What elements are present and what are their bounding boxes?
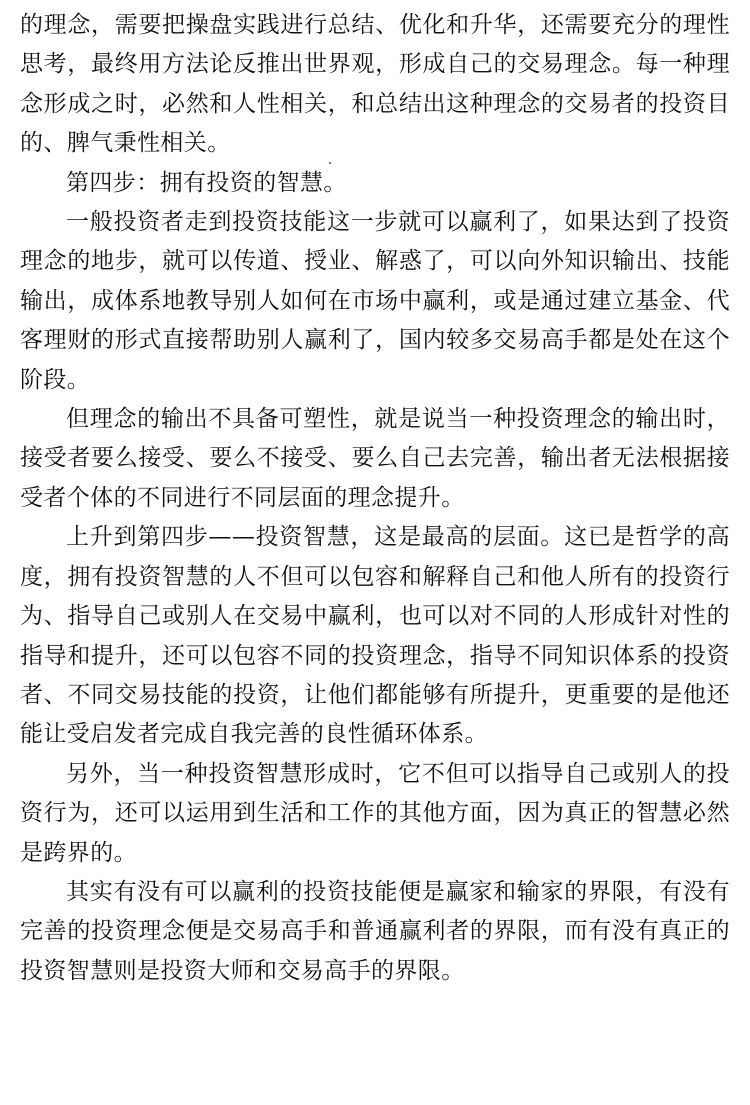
section-heading-step-four: 第四步：拥有投资的智慧。 — [66, 169, 347, 196]
paragraph: 其实有没有可以赢利的投资技能便是赢家和输家的界限，有没有完善的投资理念便是交易高手和普通赢利者的界限，而有没有真正的投资智慧则是投资大师和交易高手的界限。 — [20, 878, 730, 984]
paragraph: 另外，当一种投资智慧形成时，它不但可以指导自己或别人的投资行为，还可以运用到生活和工作的其他方面，因为真正的智慧必然是跨界的。 — [20, 760, 730, 866]
paragraph: 一般投资者走到投资技能这一步就可以赢利了，如果达到了投资理念的地步，就可以传道、授业、解惑了，可以向外知识输出、技能输出，成体系地教导别人如何在市场中赢利，或是通过建立基金、代客理财的形式直接帮助别人赢利了，国内较多交易高手都是处在这个阶段。 — [20, 209, 730, 393]
paragraph-continuation: 的理念，需要把操盘实践进行总结、优化和升华，还需要充分的理性思考，最终用方法论反推出世界观，形成自己的交易理念。每一种理念形成之时，必然和人性相关，和总结出这种理念的交易者的投资目的、脾气秉性相关。 — [20, 12, 730, 157]
scan-speck — [329, 162, 331, 164]
paragraph: 上升到第四步——投资智慧，这是最高的层面。这已是哲学的高度，拥有投资智慧的人不但可以包容和解释自己和他人所有的投资行为、指导自己或别人在交易中赢利，也可以对不同的人形成针对性的指导和提升，还可以包容不同的投资理念，指导不同知识体系的投资者、不同交易技能的投资，让他们都能够有所提升，更重要的是他还能让受启发者完成自我完善的良性循环体系。 — [20, 524, 730, 748]
paragraph: 但理念的输出不具备可塑性，就是说当一种投资理念的输出时，接受者要么接受、要么不接受、要么自己去完善，输出者无法根据接受者个体的不同进行不同层面的理念提升。 — [20, 406, 730, 511]
